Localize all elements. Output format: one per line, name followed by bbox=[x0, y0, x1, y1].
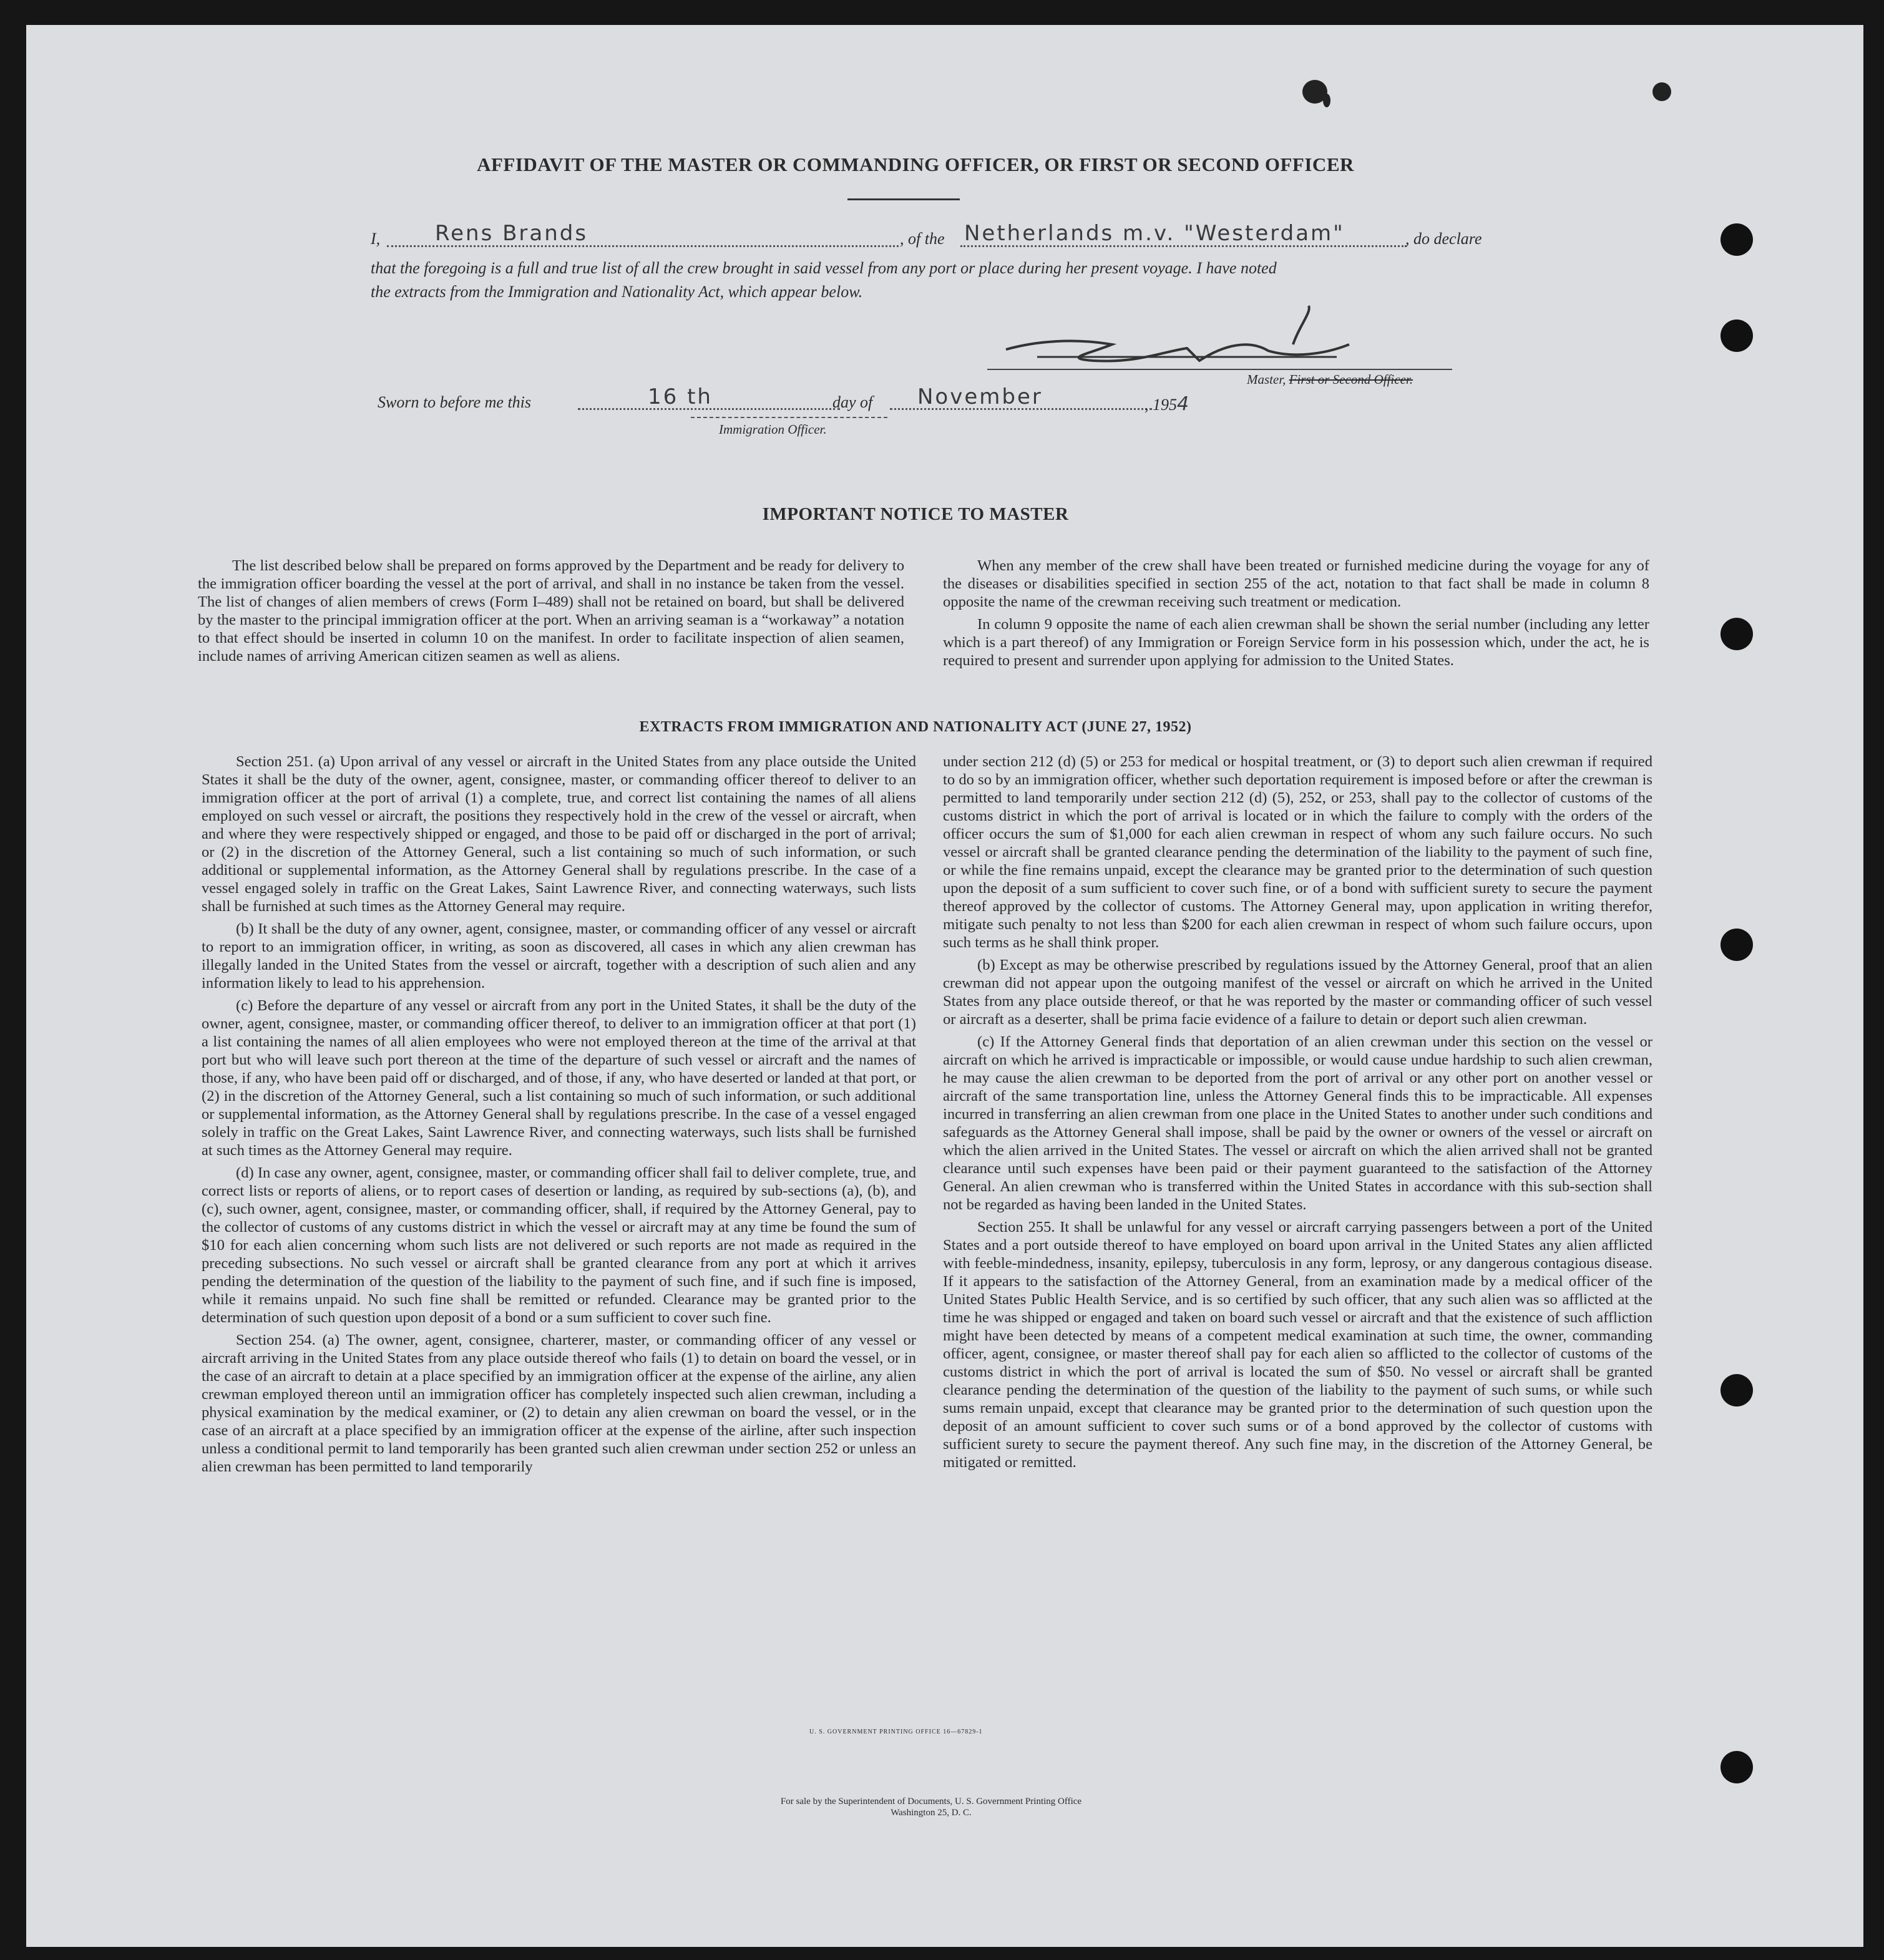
signature-line bbox=[987, 369, 1452, 370]
caption-struck-officer: First or Second Officer. bbox=[1289, 372, 1413, 387]
document-page bbox=[26, 25, 1863, 1947]
affidavit-title: AFFIDAVIT OF THE MASTER OR COMMANDING OFFICER, OR FIRST OR SECOND OFFICER bbox=[477, 154, 1354, 175]
section-251-a: Section 251. (a) Upon arrival of any vessel or aircraft in the United States from any place outside the United States it shall be the duty of the owner, agent, consignee, master, or commanding officer thereof to deliver to an immigration officer at the port of arrival (1) a complete, true, and correct list containing the names of all aliens employed on such vessel or aircraft, the positions they respectively hold in the crew of the vessel or aircraft, when and where they were respectively shipped or engaged, and those to be paid off or discharged in the port of arrival; or (2) in the discretion of the Attorney General, such a list containing so much of such information, or such additional or supplemental information, as the Attorney General shall by regulations prescribe. In the case of a vessel engaged solely in traffic on the Great Lakes, Saint Lawrence River, and connecting waterways, such lists shall be furnished at such times as the Attorney General may require. bbox=[202, 753, 916, 915]
title-rule bbox=[847, 198, 960, 200]
master-signature bbox=[1000, 301, 1362, 376]
extracts-title: EXTRACTS FROM IMMIGRATION AND NATIONALITY ACT (JUNE 27, 1952) bbox=[639, 719, 1192, 735]
section-254-a: Section 254. (a) The owner, agent, consignee, charterer, master, or commanding officer of any vessel or aircraft arriving in the United States from any place outside thereof who fails (1) to detain on board the vessel, or in the case of an aircraft to detain at a place specified by an immigration officer at the expense of the airline, any alien crewman employed thereon until an immigration officer has completely inspected such alien crewman, including a physical examination by the medical examiner, or (2) to detain any alien crewman on board the vessel, or in the case of an aircraft at a place specified by an immigration officer at the expense of the airline, after such inspection unless a conditional permit to land temporarily has been granted such alien crewman under section 252 or unless an alien crewman has been permitted to land temporarily bbox=[202, 1332, 916, 1475]
extracts-left-column bbox=[202, 753, 916, 1480]
year-digit: 4 bbox=[1177, 393, 1191, 415]
notice-right-paragraph-2: In column 9 opposite the name of each alien crewman shall be shown the serial number (including any letter which is a part thereof) of any Immigration or Foreign Service form in his possession which, under the act, he is required to present and surrender upon applying for admission to the United States. bbox=[943, 616, 1649, 669]
declaration-line-2: that the foregoing is a full and true list of all the crew brought in said vessel from any port or place during her present voyage. I have noted bbox=[371, 259, 1277, 277]
notice-left-paragraph: The list described below shall be prepared on forms approved by the Department and be ready for delivery to the immigration officer boarding the vessel at the port of arrival, and shall in no instance be taken from the vessel. The list of changes of alien members of crews (Form I–489) shall not be retained on board, but shall be delivered by the master to the principal immigration officer at the port. When an arriving seaman is a “workaway” a notation to that effect should be inserted in column 10 on the manifest. In order to facilitate inspection of alien seamen, include names of arriving American citizen seamen as well as aliens. bbox=[198, 557, 904, 665]
binder-hole bbox=[1720, 1751, 1753, 1783]
vessel-name: Netherlands m.v. "Westerdam" bbox=[964, 221, 1345, 246]
ink-spot bbox=[1652, 82, 1671, 101]
declarant-name: Rens Brands bbox=[435, 221, 588, 246]
binder-hole bbox=[1720, 1374, 1753, 1407]
section-251-b: (b) It shall be the duty of any owner, agent, consignee, master, or commanding officer of any vessel or aircraft to report to an immigration officer, in writing, as soon as discovered, all cases in which any alien crewman has illegally landed in the United States from the vessel or aircraft, together with a description of such alien and any information likely to lead to his apprehension. bbox=[202, 920, 916, 992]
section-255: Section 255. It shall be unlawful for any vessel or aircraft carrying passengers between a port of the United States and a port outside thereof to have employed on board upon arrival in the United States any alien afflicted with feeble-mindedness, insanity, epilepsy, tuberculosis in any form, leprosy, or any dangerous contagious disease. If it appears to the satisfaction of the Attorney General, from an examination made by a medical officer of the United States Public Health Service, and is so certified by such officer, that any such alien was so afflicted at the time he was shipped or engaged and taken on board such vessel or aircraft and that the existence of such affliction might have been detected by means of a competent medical examination at such time, the owner, commanding officer, agent, consignee, or master thereof shall pay for each alien so afflicted to the collector of customs of the customs district in which the port of arrival is located the sum of $50. No vessel or aircraft shall be granted clearance pending the determination of the question of the liability to the payment of such sums, or while such sums remain unpaid, except that clearance may be granted prior to the determination of such question upon the deposit of an amount sufficient to cover such sums or of a bond approved by the collector of customs with sufficient surety to secure the payment thereof. Any such fine may, in the discretion of the Attorney General, be mitigated or remitted. bbox=[943, 1219, 1652, 1471]
printer-line: U. S. GOVERNMENT PRINTING OFFICE 16—67829-1 bbox=[809, 1728, 983, 1735]
year-prefix: , 195 bbox=[1145, 396, 1177, 414]
extracts-right-column bbox=[943, 753, 1652, 1476]
notice-title: IMPORTANT NOTICE TO MASTER bbox=[762, 504, 1069, 524]
binder-hole bbox=[1720, 929, 1753, 961]
signature-caption bbox=[1247, 372, 1413, 388]
day-of-label: day of bbox=[832, 393, 873, 411]
ink-spot bbox=[1323, 94, 1330, 107]
sworn-month: November bbox=[917, 384, 1043, 409]
sworn-day: 16 th bbox=[648, 384, 713, 409]
binder-hole bbox=[1720, 618, 1753, 650]
caption-master: Master, bbox=[1247, 372, 1286, 387]
section-254-a-continued: under section 212 (d) (5) or 253 for medical or hospital treatment, or (3) to deport such alien crewman if required to do so by an immigration officer, whether such deportation requirement is imposed before or after the crewman is permitted to land temporarily under section 212 (d) (5), 252, or 253, shall pay to the collector of customs of the customs district in which the port of arrival is located or in which the failure to comply with the orders of the officer occurs the sum of $1,000 for each alien crewman in respect of whom any such failure occurs. No such vessel or aircraft shall be granted clearance pending the determination of the liability to the payment of such fine, or while the fine remains unpaid, except the clearance may be granted prior to the determination of such question upon the deposit of a sum sufficient to cover such fine, or of a bond with sufficient surety to secure the payment thereof approved by the collector of customs. The Attorney General may, upon application in writing therefor, mitigate such penalty to not less than $200 for each alien crewman in respect of whom such failure occurs, upon such terms as he shall think proper. bbox=[943, 753, 1652, 951]
binder-hole bbox=[1720, 223, 1753, 256]
footer-line-2: Washington 25, D. C. bbox=[891, 1808, 972, 1818]
officer-signature-line bbox=[691, 417, 887, 418]
of-the-label: , of the bbox=[900, 230, 945, 248]
notice-left-column bbox=[198, 557, 904, 670]
footer bbox=[26, 1796, 1836, 1818]
declaration-line-3: the extracts from the Immigration and Nationality Act, which appear below. bbox=[371, 283, 863, 301]
declaration-i-label: I, bbox=[371, 230, 381, 248]
notice-right-paragraph-1: When any member of the crew shall have been treated or furnished medicine during the voyage for any of the diseases or disabilities specified in section 255 of the act, notation to that fact shall be made in column 8 opposite the name of the crewman receiving such treatment or medication. bbox=[943, 557, 1649, 610]
footer-line-1: For sale by the Superintendent of Documents, U. S. Government Printing Office bbox=[780, 1797, 1082, 1806]
section-254-b: (b) Except as may be otherwise prescribed by regulations issued by the Attorney General, proof that an alien crewman did not appear upon the outgoing manifest of the vessel or aircraft on which he arrived in the United States from any place outside thereof, or that he was reported by the master or commanding officer of such vessel or aircraft as a deserter, shall be prima facie evidence of a failure to detain or deport such alien crewman. bbox=[943, 957, 1652, 1028]
section-251-d: (d) In case any owner, agent, consignee, master, or commanding officer shall fail to deliver complete, true, and correct lists or reports of aliens, or to report cases of desertion or landing, as required by sub-sections (a), (b), and (c), such owner, agent, consignee, master, or commanding officer, shall, if required by the Attorney General, pay to the collector of customs of any customs district in which the vessel or aircraft may at any time be found the sum of $10 for each alien concerning whom such lists are not delivered or such reports are not made as required in the preceding subsections. No such vessel or aircraft shall be granted clearance from any port at which it arrives pending the determination of the question of the liability to the payment of such fine, and if such fine is imposed, while it remains unpaid. No such fine shall be remitted or refunded. Clearance may be granted prior to the determination of such question upon deposit of a bond or a sum sufficient to cover such fine. bbox=[202, 1164, 916, 1326]
notice-right-column bbox=[943, 557, 1649, 674]
do-declare-label: , do declare bbox=[1405, 230, 1482, 248]
sworn-label: Sworn to before me this bbox=[378, 393, 532, 411]
section-254-c: (c) If the Attorney General finds that deportation of an alien crewman under this section on the vessel or aircraft on which he arrived is impracticable or impossible, or would cause undue hardship to such alien crewman, he may cause the alien crewman to be deported from the port of arrival or any other port on another vessel or aircraft of the same transportation line, unless the Attorney General finds this to be impracticable. All expenses incurred in transferring an alien crewman from one place in the United States to another under such conditions and safeguards as the Attorney General shall impose, shall be paid by the owner or owners of the vessel or aircraft on which the alien arrived in the United States. The vessel or aircraft on which the alien arrived shall not be granted clearance until such expenses have been paid or their payment guaranteed to the satisfaction of the Attorney General. An alien crewman who is transferred within the United States in accordance with this sub-section shall not be regarded as having been landed in the United States. bbox=[943, 1033, 1652, 1213]
officer-caption: Immigration Officer. bbox=[719, 422, 827, 437]
sworn-year bbox=[1145, 393, 1191, 415]
section-251-c: (c) Before the departure of any vessel or aircraft from any port in the United States, it shall be the duty of the owner, agent, consignee, master, or commanding officer thereof, to deliver to an immigration officer at that port (1) a list containing the names of all alien employees who were not employed thereon at the time of the arrival at that port but who will leave such port thereon at the time of the departure of such vessel or aircraft and the names of those, if any, who have been paid off or discharged, and of those, if any, who have deserted or landed at that port, or (2) in the discretion of the Attorney General, such a list containing so much of such information, or such additional or supplemental information, as the Attorney General shall by regulations prescribe. In the case of a vessel engaged solely in traffic on the Great Lakes, Saint Lawrence River, and connecting waterways, such lists shall be furnished at such times as the Attorney General may require. bbox=[202, 997, 916, 1159]
binder-hole bbox=[1720, 319, 1753, 352]
